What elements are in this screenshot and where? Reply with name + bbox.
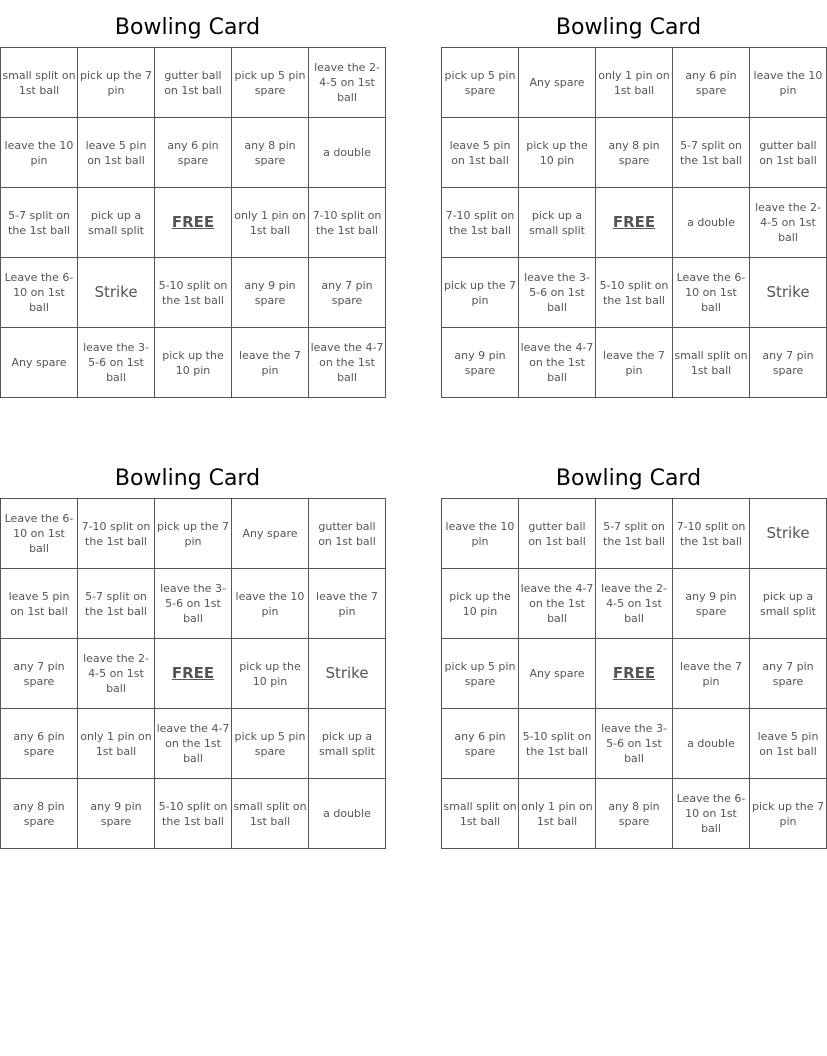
bingo-cell: pick up the 10 pin [232, 639, 309, 709]
bingo-cell: leave 5 pin on 1st ball [442, 118, 519, 188]
bingo-cell: pick up a small split [78, 188, 155, 258]
bingo-cell: small split on 1st ball [232, 779, 309, 849]
grid-row [442, 118, 827, 188]
bingo-cell: Any spare [519, 639, 596, 709]
bingo-cell: 7-10 split on the 1st ball [78, 499, 155, 569]
grid-row [442, 258, 827, 328]
grid-row [1, 569, 386, 639]
grid-row [1, 709, 386, 779]
card-title: Bowling Card [114, 466, 261, 491]
bingo-cell: pick up the 7 pin [750, 779, 827, 849]
bingo-cell: 5-10 split on the 1st ball [155, 779, 232, 849]
bingo-cell: leave the 10 pin [232, 569, 309, 639]
bingo-cell: any 8 pin spare [596, 118, 673, 188]
bingo-cell: 5-10 split on the 1st ball [519, 709, 596, 779]
bingo-cell: only 1 pin on 1st ball [232, 188, 309, 258]
bingo-cell: leave the 2-4-5 on 1st ball [750, 188, 827, 258]
free-space-cell: FREE [155, 188, 232, 258]
bingo-cell: leave 5 pin on 1st ball [1, 569, 78, 639]
bingo-cell: pick up 5 pin spare [232, 709, 309, 779]
bingo-cell: pick up the 10 pin [155, 328, 232, 398]
bingo-cell: gutter ball on 1st ball [750, 118, 827, 188]
grid-row [442, 499, 827, 569]
bingo-cell: leave the 4-7 on the 1st ball [519, 328, 596, 398]
bingo-cell: leave the 7 pin [232, 328, 309, 398]
bingo-cell: pick up 5 pin spare [442, 639, 519, 709]
bingo-grid [0, 47, 386, 398]
bingo-cell: leave the 3-5-6 on 1st ball [596, 709, 673, 779]
grid-row [442, 48, 827, 118]
bingo-cell: any 6 pin spare [1, 709, 78, 779]
bingo-cell: 5-10 split on the 1st ball [155, 258, 232, 328]
bingo-cell: Leave the 6-10 on 1st ball [1, 258, 78, 328]
bingo-cell: Leave the 6-10 on 1st ball [673, 258, 750, 328]
bingo-cell: only 1 pin on 1st ball [78, 709, 155, 779]
bingo-cell: leave the 3-5-6 on 1st ball [155, 569, 232, 639]
bingo-cell: any 9 pin spare [78, 779, 155, 849]
bingo-cell: pick up a small split [309, 709, 386, 779]
bingo-cell: a double [309, 779, 386, 849]
bingo-cell: pick up the 10 pin [442, 569, 519, 639]
bingo-cell: leave the 7 pin [596, 328, 673, 398]
grid-row [442, 709, 827, 779]
bingo-cell: leave the 4-7 on the 1st ball [309, 328, 386, 398]
grid-row [1, 258, 386, 328]
bingo-cell: leave the 3-5-6 on 1st ball [78, 328, 155, 398]
bingo-cell: leave the 10 pin [1, 118, 78, 188]
grid-row [1, 48, 386, 118]
bingo-cell: pick up 5 pin spare [442, 48, 519, 118]
grid-row [442, 779, 827, 849]
bingo-grid [0, 498, 386, 849]
free-space-cell: FREE [596, 639, 673, 709]
bingo-cell: a double [673, 709, 750, 779]
bingo-cell: any 9 pin spare [673, 569, 750, 639]
grid-row [442, 188, 827, 258]
grid-row [442, 639, 827, 709]
bingo-cell: pick up a small split [750, 569, 827, 639]
bingo-cell: only 1 pin on 1st ball [596, 48, 673, 118]
bingo-cell: leave the 2-4-5 on 1st ball [596, 569, 673, 639]
card-title: Bowling Card [555, 15, 702, 40]
bingo-cell: gutter ball on 1st ball [309, 499, 386, 569]
bingo-cell: any 7 pin spare [750, 328, 827, 398]
bingo-cell: leave the 2-4-5 on 1st ball [309, 48, 386, 118]
bingo-grid [441, 498, 827, 849]
bingo-cell: pick up the 10 pin [519, 118, 596, 188]
bingo-cell: 7-10 split on the 1st ball [673, 499, 750, 569]
bingo-cell: leave the 4-7 on the 1st ball [155, 709, 232, 779]
bingo-cell: leave the 7 pin [309, 569, 386, 639]
bingo-cell: a double [309, 118, 386, 188]
bingo-cell: Any spare [1, 328, 78, 398]
bingo-cell: gutter ball on 1st ball [155, 48, 232, 118]
bingo-cell: leave the 4-7 on the 1st ball [519, 569, 596, 639]
bingo-cell: leave 5 pin on 1st ball [78, 118, 155, 188]
bingo-cell: only 1 pin on 1st ball [519, 779, 596, 849]
grid-row [442, 328, 827, 398]
bingo-cell: Any spare [519, 48, 596, 118]
bingo-cell: small split on 1st ball [1, 48, 78, 118]
bingo-cell: any 7 pin spare [1, 639, 78, 709]
bingo-cell: any 6 pin spare [155, 118, 232, 188]
bingo-cell: pick up the 7 pin [78, 48, 155, 118]
bingo-cell: leave the 2-4-5 on 1st ball [78, 639, 155, 709]
bingo-cell: Strike [750, 258, 827, 328]
bingo-cell: any 7 pin spare [309, 258, 386, 328]
bingo-cell: leave 5 pin on 1st ball [750, 709, 827, 779]
bingo-cell: leave the 3-5-6 on 1st ball [519, 258, 596, 328]
bingo-cell: any 8 pin spare [1, 779, 78, 849]
bingo-grid [441, 47, 827, 398]
bingo-cell: pick up 5 pin spare [232, 48, 309, 118]
bingo-cell: any 8 pin spare [232, 118, 309, 188]
bingo-cell: Leave the 6-10 on 1st ball [673, 779, 750, 849]
bingo-cell: Strike [750, 499, 827, 569]
card-title: Bowling Card [114, 15, 261, 40]
bingo-cell: 5-7 split on the 1st ball [596, 499, 673, 569]
bingo-cell: leave the 10 pin [442, 499, 519, 569]
bingo-cell: any 6 pin spare [442, 709, 519, 779]
bingo-cell: Strike [309, 639, 386, 709]
bingo-cell: 5-7 split on the 1st ball [78, 569, 155, 639]
bingo-cell: 5-10 split on the 1st ball [596, 258, 673, 328]
grid-row [1, 188, 386, 258]
grid-row [1, 328, 386, 398]
bingo-cell: leave the 10 pin [750, 48, 827, 118]
bingo-cell: any 8 pin spare [596, 779, 673, 849]
bingo-cell: pick up the 7 pin [155, 499, 232, 569]
grid-row [1, 118, 386, 188]
grid-row [1, 499, 386, 569]
bingo-cell: Strike [78, 258, 155, 328]
bingo-cell: any 6 pin spare [673, 48, 750, 118]
bingo-cell: small split on 1st ball [442, 779, 519, 849]
bingo-cell: any 9 pin spare [442, 328, 519, 398]
bingo-cell: pick up a small split [519, 188, 596, 258]
bingo-cell: 5-7 split on the 1st ball [673, 118, 750, 188]
bingo-cell: 7-10 split on the 1st ball [442, 188, 519, 258]
bingo-cell: pick up the 7 pin [442, 258, 519, 328]
bingo-cell: gutter ball on 1st ball [519, 499, 596, 569]
bingo-cell: a double [673, 188, 750, 258]
grid-row [442, 569, 827, 639]
bingo-cell: small split on 1st ball [673, 328, 750, 398]
bingo-cell: Any spare [232, 499, 309, 569]
card-title: Bowling Card [555, 466, 702, 491]
bingo-cell: Leave the 6-10 on 1st ball [1, 499, 78, 569]
grid-row [1, 779, 386, 849]
bingo-cell: any 7 pin spare [750, 639, 827, 709]
bingo-cell: leave the 7 pin [673, 639, 750, 709]
bingo-cell: 5-7 split on the 1st ball [1, 188, 78, 258]
bingo-cell: any 9 pin spare [232, 258, 309, 328]
free-space-cell: FREE [155, 639, 232, 709]
free-space-cell: FREE [596, 188, 673, 258]
bingo-cell: 7-10 split on the 1st ball [309, 188, 386, 258]
grid-row [1, 639, 386, 709]
